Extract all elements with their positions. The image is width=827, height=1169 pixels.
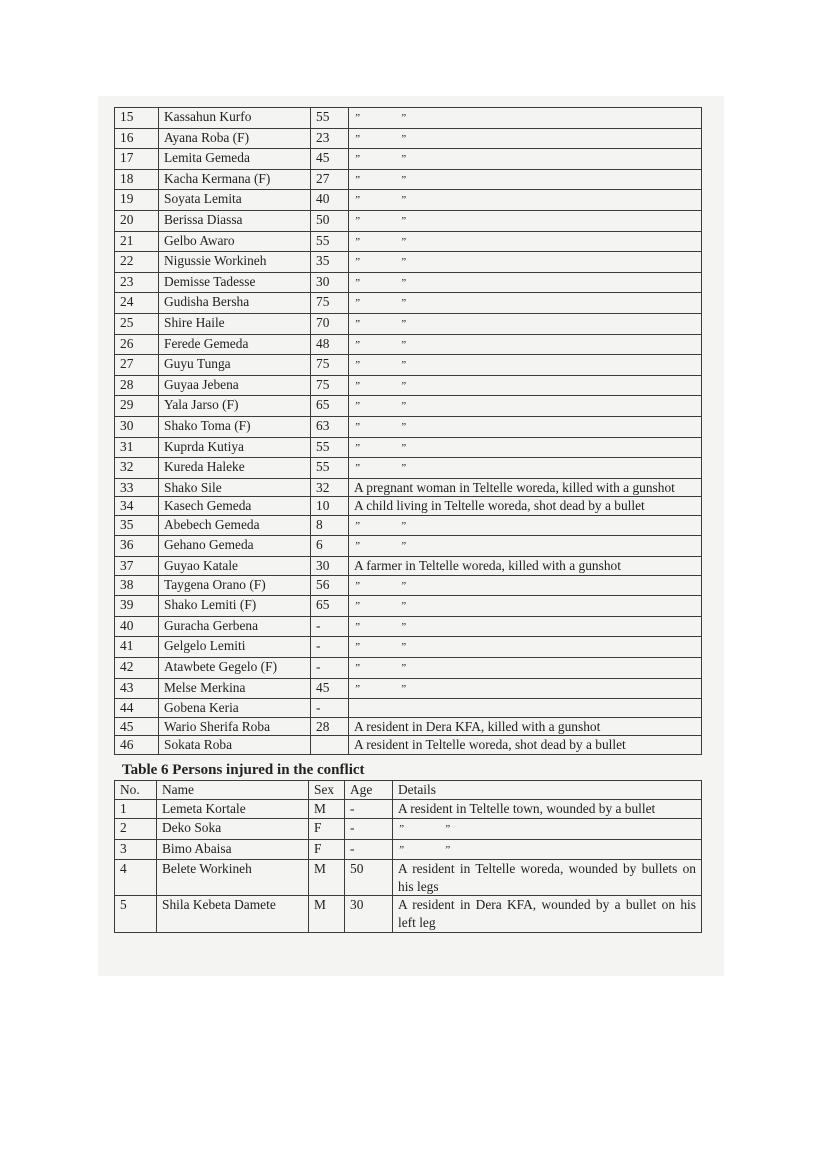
details-ditto: [349, 313, 702, 334]
ditto-mark: ”: [400, 519, 407, 532]
details: A resident in Dera KFA, wounded by a bullet on his left leg: [393, 896, 702, 932]
ditto-mark: ”: [354, 317, 361, 330]
person-age: 8: [311, 515, 349, 536]
person-age: 65: [311, 596, 349, 617]
table-row: [115, 819, 702, 840]
details-ditto: [349, 658, 702, 679]
row-number: 35: [115, 515, 159, 536]
table-row: [115, 149, 702, 170]
person-name: Gelbo Awaro: [159, 231, 311, 252]
person-name: Sokata Roba: [159, 736, 311, 755]
person-name: Belete Workineh: [157, 860, 309, 896]
person-age: 27: [311, 169, 349, 190]
ditto-mark: ”: [398, 823, 405, 835]
ditto-mark: ”: [400, 359, 407, 372]
table-row: [115, 800, 702, 819]
person-age: 48: [311, 334, 349, 355]
row-number: 42: [115, 658, 159, 679]
ditto-marks: [354, 681, 406, 699]
details-ditto: [349, 149, 702, 170]
person-age: 32: [311, 478, 349, 497]
row-number: 27: [115, 355, 159, 376]
ditto-mark: ”: [400, 256, 407, 269]
person-name: Kacha Kermana (F): [159, 169, 311, 190]
table-row: [115, 896, 702, 932]
details: A child living in Teltelle woreda, shot dead by a bullet: [349, 497, 702, 516]
row-number: 40: [115, 616, 159, 637]
row-number: 34: [115, 497, 159, 516]
table-row: [115, 515, 702, 536]
details: A pregnant woman in Teltelle woreda, killed with a gunshot: [349, 478, 702, 497]
table-row: [115, 210, 702, 231]
person-age: 23: [311, 128, 349, 149]
details-ditto: [349, 169, 702, 190]
ditto-marks: [354, 660, 406, 678]
person-age: -: [345, 819, 393, 840]
person-name: Ferede Gemeda: [159, 334, 311, 355]
row-number: 28: [115, 375, 159, 396]
ditto-marks: [354, 131, 406, 149]
person-name: Shire Haile: [159, 313, 311, 334]
person-sex: F: [309, 819, 345, 840]
person-age: 50: [345, 860, 393, 896]
person-name: Demisse Tadesse: [159, 272, 311, 293]
ditto-mark: ”: [354, 153, 361, 166]
person-age: 30: [345, 896, 393, 932]
ditto-mark: ”: [400, 132, 407, 145]
row-number: 44: [115, 699, 159, 718]
row-number: 5: [115, 896, 157, 932]
person-name: Taygena Orano (F): [159, 575, 311, 596]
person-age: -: [311, 699, 349, 718]
ditto-mark: ”: [444, 843, 451, 856]
row-number: 24: [115, 293, 159, 314]
ditto-mark: ”: [354, 579, 361, 592]
ditto-marks: [398, 842, 450, 860]
ditto-mark: ”: [354, 682, 361, 695]
person-age: 30: [311, 557, 349, 576]
person-age: 75: [311, 355, 349, 376]
person-name: Guyaa Jebena: [159, 375, 311, 396]
row-number: 25: [115, 313, 159, 334]
row-number: 15: [115, 108, 159, 129]
table-row: [115, 416, 702, 437]
row-number: 39: [115, 596, 159, 617]
row-number: 19: [115, 190, 159, 211]
person-name: Guracha Gerbena: [159, 616, 311, 637]
ditto-mark: ”: [400, 297, 407, 310]
ditto-mark: ”: [354, 420, 361, 433]
row-number: 29: [115, 396, 159, 417]
ditto-mark: ”: [400, 379, 407, 392]
row-number: 1: [115, 800, 157, 819]
row-number: 31: [115, 437, 159, 458]
person-age: 45: [311, 678, 349, 699]
person-age: 55: [311, 108, 349, 129]
row-number: 41: [115, 637, 159, 658]
row-number: 45: [115, 717, 159, 736]
table-6-caption: Table 6 Persons injured in the conflict: [122, 762, 365, 778]
row-number: 23: [115, 272, 159, 293]
person-age: 70: [311, 313, 349, 334]
header-no: No.: [115, 781, 157, 800]
details-ditto: [349, 231, 702, 252]
person-age: 28: [311, 717, 349, 736]
ditto-mark: ”: [354, 519, 361, 532]
ditto-mark: ”: [354, 235, 361, 248]
person-age: 30: [311, 272, 349, 293]
table-row: [115, 396, 702, 417]
ditto-mark: ”: [354, 276, 361, 289]
ditto-mark: ”: [400, 579, 407, 592]
ditto-marks: [354, 357, 406, 375]
details-ditto: [393, 839, 702, 860]
person-name: Atawbete Gegelo (F): [159, 658, 311, 679]
person-age: 63: [311, 416, 349, 437]
row-number: 32: [115, 458, 159, 479]
row-number: 4: [115, 860, 157, 896]
person-sex: M: [309, 896, 345, 932]
person-name: Yala Jarso (F): [159, 396, 311, 417]
table-row: [115, 658, 702, 679]
header-sex: Sex: [309, 781, 345, 800]
person-age: 55: [311, 437, 349, 458]
person-age: -: [345, 839, 393, 860]
ditto-mark: ”: [354, 194, 361, 207]
row-number: 33: [115, 478, 159, 497]
person-age: [311, 736, 349, 755]
details-ditto: [349, 515, 702, 536]
details-ditto: [349, 458, 702, 479]
table-row: [115, 860, 702, 896]
ditto-mark: ”: [400, 235, 407, 248]
person-name: Guyao Katale: [159, 557, 311, 576]
ditto-marks: [354, 419, 406, 437]
row-number: 17: [115, 149, 159, 170]
ditto-mark: ”: [400, 420, 407, 433]
person-name: Kuprda Kutiya: [159, 437, 311, 458]
table-row: [115, 839, 702, 860]
details-ditto: [349, 108, 702, 129]
ditto-mark: ”: [400, 620, 407, 633]
table-row: [115, 313, 702, 334]
table-row: [115, 557, 702, 576]
person-name: Melse Merkina: [159, 678, 311, 699]
ditto-marks: [354, 254, 406, 272]
table-row: [115, 169, 702, 190]
details-ditto: [349, 355, 702, 376]
ditto-mark: ”: [354, 400, 361, 413]
table-row: [115, 736, 702, 755]
person-name: Soyata Lemita: [159, 190, 311, 211]
details: A resident in Teltelle town, wounded by a bullet: [393, 800, 702, 819]
details-ditto: [349, 536, 702, 557]
person-sex: F: [309, 839, 345, 860]
details-ditto: [349, 396, 702, 417]
ditto-mark: ”: [400, 214, 407, 227]
ditto-mark: ”: [400, 400, 407, 413]
person-age: 6: [311, 536, 349, 557]
row-number: 18: [115, 169, 159, 190]
ditto-marks: [354, 639, 406, 657]
table-row: [115, 293, 702, 314]
details-ditto: [349, 252, 702, 273]
table-row: [115, 458, 702, 479]
ditto-mark: ”: [354, 379, 361, 392]
row-number: 30: [115, 416, 159, 437]
details-ditto: [393, 819, 702, 840]
row-number: 2: [115, 819, 157, 840]
person-name: Shako Lemiti (F): [159, 596, 311, 617]
person-age: 65: [311, 396, 349, 417]
ditto-mark: ”: [400, 112, 407, 124]
ditto-marks: [354, 598, 406, 616]
person-name: Bimo Abaisa: [157, 839, 309, 860]
table-row: [115, 437, 702, 458]
table-row: [115, 128, 702, 149]
ditto-mark: ”: [354, 662, 361, 675]
row-number: 3: [115, 839, 157, 860]
ditto-marks: [354, 538, 406, 556]
person-age: 56: [311, 575, 349, 596]
details-ditto: [349, 596, 702, 617]
ditto-mark: ”: [354, 112, 361, 124]
ditto-mark: ”: [354, 441, 361, 454]
ditto-marks: [354, 440, 406, 458]
row-number: 43: [115, 678, 159, 699]
details-ditto: [349, 293, 702, 314]
ditto-mark: ”: [354, 132, 361, 145]
table-row: [115, 355, 702, 376]
person-name: Gudisha Bersha: [159, 293, 311, 314]
row-number: 37: [115, 557, 159, 576]
ditto-marks: [354, 619, 406, 637]
ditto-mark: ”: [400, 540, 407, 553]
person-name: Guyu Tunga: [159, 355, 311, 376]
ditto-mark: ”: [400, 317, 407, 330]
person-name: Lemita Gemeda: [159, 149, 311, 170]
details-ditto: [349, 210, 702, 231]
details-ditto: [349, 375, 702, 396]
ditto-marks: [354, 151, 406, 169]
ditto-mark: ”: [354, 620, 361, 633]
person-age: 55: [311, 458, 349, 479]
ditto-mark: ”: [354, 462, 361, 475]
ditto-mark: ”: [400, 276, 407, 289]
ditto-marks: [354, 578, 406, 596]
table-row: [115, 190, 702, 211]
row-number: 22: [115, 252, 159, 273]
person-age: 50: [311, 210, 349, 231]
ditto-mark: ”: [444, 823, 451, 835]
table-row: [115, 678, 702, 699]
table-header-row: [115, 781, 702, 800]
table-row: [115, 252, 702, 273]
details-ditto: [349, 334, 702, 355]
row-number: 36: [115, 536, 159, 557]
person-age: -: [345, 800, 393, 819]
person-name: Shako Sile: [159, 478, 311, 497]
ditto-marks: [398, 821, 450, 839]
ditto-marks: [354, 110, 406, 128]
table-row: [115, 616, 702, 637]
person-name: Shako Toma (F): [159, 416, 311, 437]
ditto-mark: ”: [354, 540, 361, 553]
person-name: Deko Soka: [157, 819, 309, 840]
ditto-marks: [354, 337, 406, 355]
details-ditto: [349, 272, 702, 293]
row-number: 38: [115, 575, 159, 596]
details-ditto: [349, 616, 702, 637]
details: [349, 699, 702, 718]
person-name: Berissa Diassa: [159, 210, 311, 231]
ditto-mark: ”: [354, 256, 361, 269]
header-age: Age: [345, 781, 393, 800]
person-age: -: [311, 616, 349, 637]
ditto-marks: [354, 275, 406, 293]
person-age: -: [311, 658, 349, 679]
row-number: 20: [115, 210, 159, 231]
details-ditto: [349, 128, 702, 149]
person-age: 40: [311, 190, 349, 211]
person-name: Lemeta Kortale: [157, 800, 309, 819]
person-age: -: [311, 637, 349, 658]
person-name: Abebech Gemeda: [159, 515, 311, 536]
person-name: Kasech Gemeda: [159, 497, 311, 516]
ditto-marks: [354, 316, 406, 334]
table-row: [115, 272, 702, 293]
person-name: Gobena Keria: [159, 699, 311, 718]
person-name: Ayana Roba (F): [159, 128, 311, 149]
ditto-mark: ”: [400, 662, 407, 675]
ditto-marks: [354, 460, 406, 478]
ditto-mark: ”: [400, 641, 407, 654]
person-name: Shila Kebeta Damete: [157, 896, 309, 932]
details: A farmer in Teltelle woreda, killed with a gunshot: [349, 557, 702, 576]
table-row: [115, 497, 702, 516]
ditto-mark: ”: [354, 297, 361, 310]
ditto-mark: ”: [354, 338, 361, 351]
table-row: [115, 699, 702, 718]
table-row: [115, 375, 702, 396]
ditto-mark: ”: [400, 462, 407, 475]
ditto-mark: ”: [400, 600, 407, 613]
header-name: Name: [157, 781, 309, 800]
ditto-marks: [354, 398, 406, 416]
table-row: [115, 536, 702, 557]
person-age: 45: [311, 149, 349, 170]
ditto-mark: ”: [354, 214, 361, 227]
header-details: Details: [393, 781, 702, 800]
ditto-marks: [354, 172, 406, 190]
details: A resident in Teltelle woreda, shot dead by a bullet: [349, 736, 702, 755]
ditto-mark: ”: [400, 153, 407, 166]
details-ditto: [349, 678, 702, 699]
ditto-mark: ”: [354, 173, 361, 186]
ditto-mark: ”: [400, 441, 407, 454]
ditto-marks: [354, 518, 406, 536]
ditto-marks: [354, 234, 406, 252]
ditto-mark: ”: [400, 682, 407, 695]
ditto-mark: ”: [354, 641, 361, 654]
persons-injured-table: [114, 780, 702, 933]
ditto-mark: ”: [354, 359, 361, 372]
row-number: 16: [115, 128, 159, 149]
table-row: [115, 108, 702, 129]
person-name: Gehano Gemeda: [159, 536, 311, 557]
ditto-mark: ”: [400, 173, 407, 186]
person-age: 10: [311, 497, 349, 516]
table-row: [115, 478, 702, 497]
person-sex: M: [309, 800, 345, 819]
table-row: [115, 334, 702, 355]
ditto-marks: [354, 378, 406, 396]
ditto-mark: ”: [398, 843, 405, 856]
ditto-mark: ”: [400, 338, 407, 351]
person-name: Nigussie Workineh: [159, 252, 311, 273]
row-number: 21: [115, 231, 159, 252]
table-row: [115, 637, 702, 658]
table-row: [115, 231, 702, 252]
ditto-mark: ”: [400, 194, 407, 207]
row-number: 26: [115, 334, 159, 355]
person-age: 35: [311, 252, 349, 273]
person-name: Kureda Haleke: [159, 458, 311, 479]
ditto-marks: [354, 213, 406, 231]
ditto-marks: [354, 295, 406, 313]
table-row: [115, 596, 702, 617]
person-name: Kassahun Kurfo: [159, 108, 311, 129]
details-ditto: [349, 575, 702, 596]
table-row: [115, 717, 702, 736]
ditto-mark: ”: [354, 600, 361, 613]
person-name: Gelgelo Lemiti: [159, 637, 311, 658]
table-row: [115, 575, 702, 596]
details-ditto: [349, 416, 702, 437]
person-age: 75: [311, 375, 349, 396]
persons-killed-table: [114, 107, 702, 755]
person-age: 75: [311, 293, 349, 314]
ditto-marks: [354, 192, 406, 210]
details: A resident in Teltelle woreda, wounded by bullets on his legs: [393, 860, 702, 896]
details-ditto: [349, 190, 702, 211]
row-number: 46: [115, 736, 159, 755]
person-age: 55: [311, 231, 349, 252]
details: A resident in Dera KFA, killed with a gunshot: [349, 717, 702, 736]
details-ditto: [349, 437, 702, 458]
details-ditto: [349, 637, 702, 658]
person-name: Wario Sherifa Roba: [159, 717, 311, 736]
person-sex: M: [309, 860, 345, 896]
